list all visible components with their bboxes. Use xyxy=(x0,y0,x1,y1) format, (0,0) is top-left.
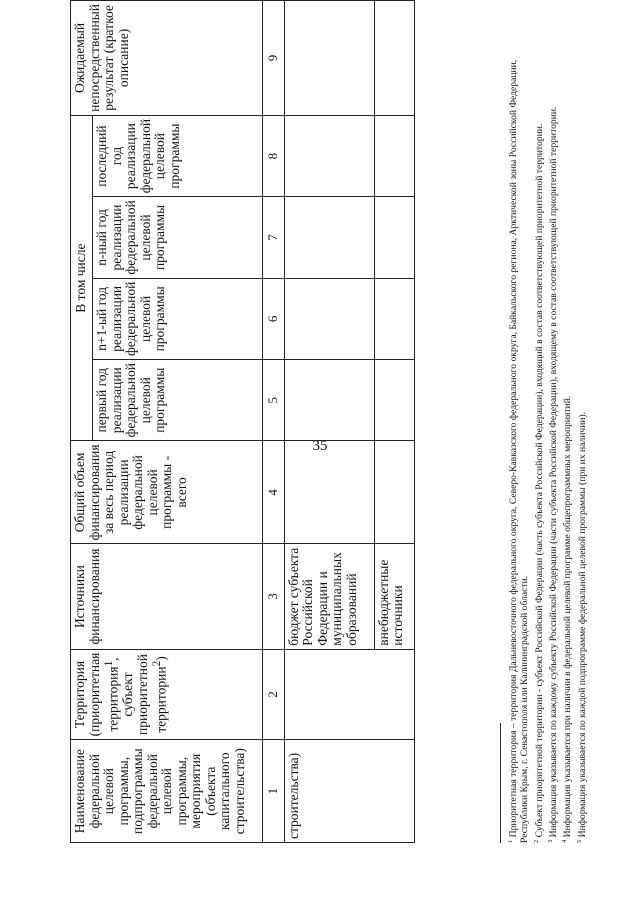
col-number-1: 1 xyxy=(263,740,285,843)
col-number-5: 5 xyxy=(263,360,285,441)
row-result xyxy=(374,1,414,116)
header-first-year: первый год реализации федеральной целевой программы xyxy=(93,360,263,441)
col-number-8: 8 xyxy=(263,115,285,196)
header-territory-text-a: Территория (приоритетная территория xyxy=(72,652,121,737)
col-number-6: 6 xyxy=(263,278,285,359)
row-n-year xyxy=(284,197,374,278)
row-total xyxy=(284,441,374,544)
financing-table xyxy=(70,0,415,843)
footnote-text: Информация указывается при наличии в федеральной целевой программе общепрограммных мероприятий. xyxy=(562,395,574,838)
header-n1-year: n+1-ый год реализации федеральной целевой программы xyxy=(93,278,263,359)
footnote-text: Информация указывается по каждой подпрограмме федеральной целевой программы (при их наличии). xyxy=(576,411,588,838)
header-expected-result: Ожидаемый непосредственный результат (краткое описание) xyxy=(71,1,263,116)
header-program-name: Наименование федеральной целевой программы, подпрограммы федеральной целевой программы, мероприятия (объекта капитального строительства) xyxy=(71,740,263,843)
footnote-text: Субъект приоритетной территории - субъект Российской Федерации (часть субъекта Российской Федерации), входящий в состав соответствующей приоритетной территории. xyxy=(533,123,545,838)
footnotes xyxy=(505,43,588,843)
row-first-year xyxy=(374,360,414,441)
header-territory-sup1: 1 xyxy=(103,660,115,667)
header-territory-sup2: 2 xyxy=(151,660,163,667)
table-row xyxy=(284,1,374,843)
footnote-mark: 3 xyxy=(546,839,554,843)
col-number-3: 3 xyxy=(263,544,285,649)
row-n1-year xyxy=(374,278,414,359)
header-territory xyxy=(71,649,263,740)
header-group-including: В том числе xyxy=(71,115,93,441)
footnote-1 xyxy=(505,43,531,843)
column-numbers-row xyxy=(263,1,285,843)
footnote-text: Приоритетная территория – территория Дальневосточного федерального округа, Северо-Кавказского федерального округа, Байкальского региона, Арктической зоны Российской Федерации, Республики Крым, г. Севастополя или Калининградской области. xyxy=(508,59,531,843)
footnote-2 xyxy=(531,43,545,843)
header-total: Общий объем финансирования за весь период реализации федеральной целевой программы - всего xyxy=(71,441,263,544)
footnote-5 xyxy=(574,43,588,843)
col-number-4: 4 xyxy=(263,441,285,544)
row-last-year xyxy=(374,115,414,196)
row-first-year xyxy=(284,360,374,441)
header-territory-text-c: ) xyxy=(153,656,169,661)
row-n-year xyxy=(374,197,414,278)
col-number-9: 9 xyxy=(263,1,285,116)
row-source: внебюджетные источники xyxy=(374,544,414,649)
footnote-mark: 5 xyxy=(575,839,583,843)
header-row-1 xyxy=(71,1,93,843)
footnote-mark: 2 xyxy=(532,839,540,843)
footnote-mark: 1 xyxy=(507,839,514,843)
row-n1-year xyxy=(284,278,374,359)
header-sources: Источники финансирования xyxy=(71,544,263,649)
row-total xyxy=(374,441,414,544)
footnote-separator xyxy=(500,723,501,843)
row-last-year xyxy=(284,115,374,196)
header-last-year: последний год реализации федеральной целевой программы xyxy=(93,115,263,196)
row-program-name: строительства) xyxy=(284,740,414,843)
col-number-2: 2 xyxy=(263,649,285,740)
header-territory-text-b: , субъект приоритетной территории xyxy=(105,654,169,735)
footnote-4 xyxy=(559,43,573,843)
row-result xyxy=(284,1,374,116)
row-source: бюджет субъекта Российской Федерации и муниципальных образований xyxy=(284,544,374,649)
col-number-7: 7 xyxy=(263,197,285,278)
footnote-3 xyxy=(545,43,559,843)
footnote-mark: 4 xyxy=(561,839,569,843)
header-n-year: n-ный год реализации федеральной целевой программы xyxy=(93,197,263,278)
row-territory xyxy=(284,649,414,740)
footnote-text: Информация указывается по каждому субъекту Российской Федерации (части субъекта Российской Федерации), входящему в состав соответствующей приоритетной территории. xyxy=(548,106,560,838)
page-number: 35 xyxy=(312,438,328,454)
